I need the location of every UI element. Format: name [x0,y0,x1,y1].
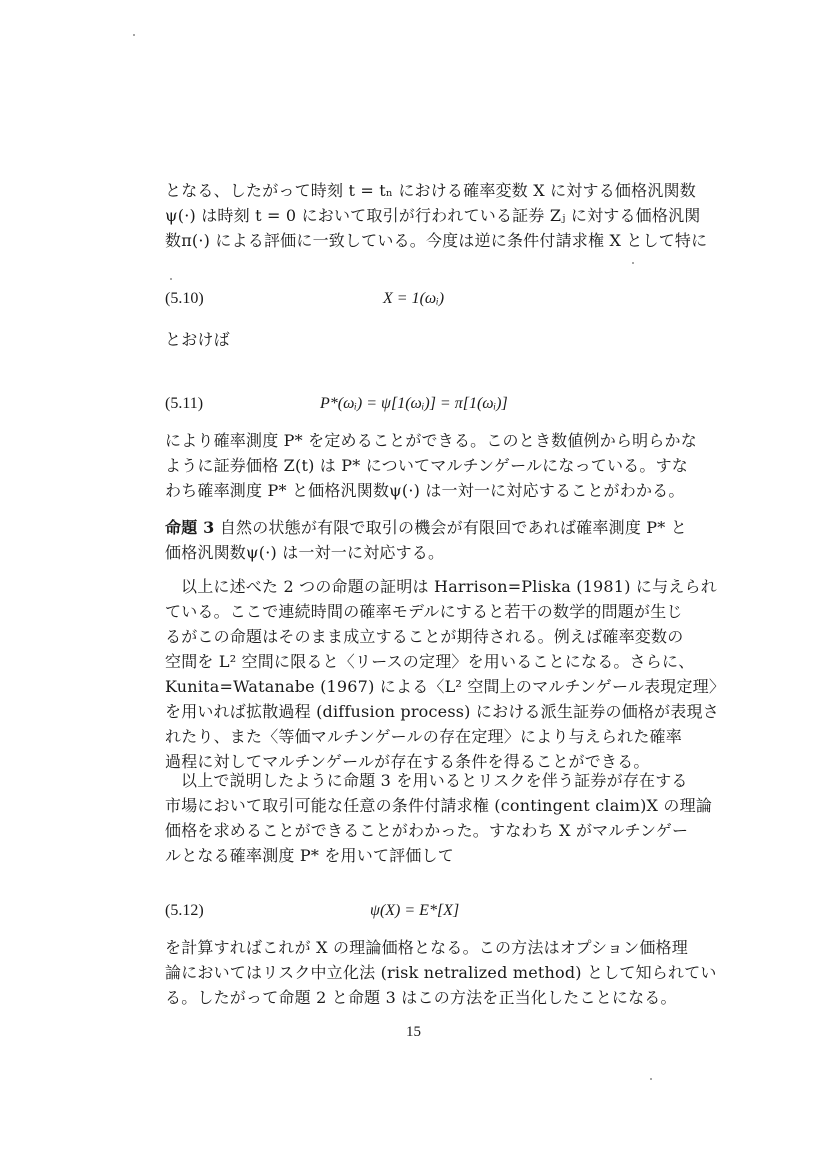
equation-label: (5.12) [165,902,204,919]
text-line: 以上で説明したように命題 3 を用いるとリスクを伴う証券が存在する [181,771,688,790]
paragraph-5 [165,768,713,868]
paragraph-2 [165,327,685,352]
paragraph-1 [165,178,708,253]
text-line: ψ(·) は時刻 t = 0 において取引が行われている証券 Zⱼ に対する価格汎関 [165,206,701,225]
scan-speck [632,262,634,264]
text-line: わち確率測度 P* と価格汎関数ψ(·) は一対一に対応することがわかる。 [165,481,685,500]
text-line: 過程に対してマルチンゲールが存在する条件を得ることができる。 [165,752,650,771]
equation-body: P*(ωᵢ) = ψ[1(ωᵢ)] = π[1(ωᵢ)] [320,395,508,412]
paragraph-3 [165,428,697,503]
text-line: ている。ここで連続時間の確率モデルにすると若干の数学的問題が生じ [165,602,683,621]
text-line: ルとなる確率測度 P* を用いて評価して [165,846,454,865]
paragraph-4 [165,574,726,774]
page-number: 15 [406,1024,421,1040]
proposition-3 [165,515,685,565]
proposition-heading: 命題 3 [165,518,215,537]
text-line: Kunita=Watanabe (1967) による〈L² 空間上のマルチンゲール表現定理〉 [165,677,726,696]
text-line: とおけば [165,330,230,349]
equation-label: (5.10) [165,290,204,307]
text-line: 論においてはリスク中立化法 (risk netralized method) として知られてい [165,963,717,982]
text-line: により確率測度 P* を定めることができる。このとき数値例から明らかな [165,431,697,450]
text-line: 価格汎関数ψ(·) は一対一に対応する。 [165,543,445,562]
equation-body: ψ(X) = E*[X] [370,902,460,919]
equation-5-11 [165,395,685,419]
scan-speck [133,34,135,36]
text-line: を用いれば拡散過程 (diffusion process) における派生証券の価格が表現さ [165,702,719,721]
proposition-text: 自然の状態が有限で取引の機会が有限回であれば確率測度 P* と [219,518,687,537]
text-line: 以上に述べた 2 つの命題の証明は Harrison=Pliska (1981) に与えられ [181,577,717,596]
equation-5-12 [165,902,685,926]
text-line: れたり、また〈等価マルチンゲールの存在定理〉により与えられた確率 [165,727,682,746]
scan-speck [170,278,172,280]
text-line: 市場において取引可能な任意の条件付請求権 (contingent claim)X の理論 [165,796,713,815]
text-line: 空間を L² 空間に限ると〈リースの定理〉を用いることになる。さらに、 [165,652,695,671]
text-line: るがこの命題はそのまま成立することが期待される。例えば確率変数の [165,627,684,646]
text-line: を計算すればこれが X の理論価格となる。この方法はオプション価格理 [165,938,688,957]
equation-5-10 [165,290,685,314]
text-line: となる、したがって時刻 t = tₙ における確率変数 X に対する価格汎関数 [165,181,696,200]
text-line: る。したがって命題 2 と命題 3 はこの方法を正当化したことになる。 [165,988,677,1007]
text-line: 価格を求めることができることがわかった。すなわち X がマルチンゲー [165,821,689,840]
scan-speck [650,1078,652,1080]
text-line: ように証券価格 Z(t) は P* についてマルチンゲールになっている。すな [165,456,688,475]
paragraph-6 [165,935,717,1010]
equation-label: (5.11) [165,395,204,412]
equation-body: X = 1(ωᵢ) [383,290,445,307]
text-line [165,515,685,540]
text-line: 数π(·) による評価に一致している。今度は逆に条件付請求権 X として特に [165,231,708,250]
